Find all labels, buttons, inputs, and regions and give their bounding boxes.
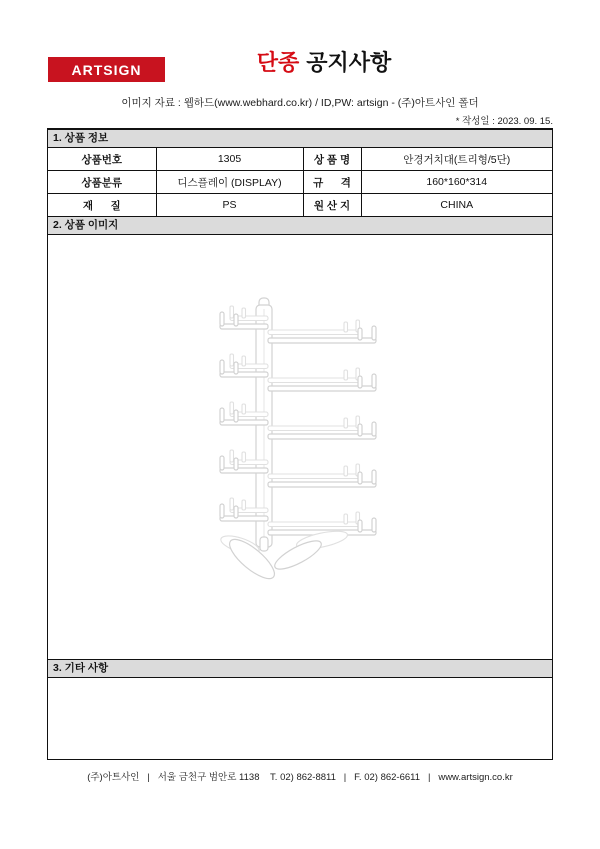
value-product-number: 1305 [156,148,303,171]
product-image-box [48,235,552,660]
label-product-origin: 원 산 지 [303,194,361,217]
table-row [48,194,552,217]
tier-2 [220,354,376,391]
title-discontinued-word: 단종 [256,50,300,75]
section-1-header: 1. 상품 정보 [48,130,552,148]
tier-3 [220,402,376,439]
tier-5 [220,498,376,535]
value-product-name: 안경거치대(트리형/5단) [361,148,552,171]
label-product-number: 상품번호 [48,148,156,171]
written-date: * 작성일 : 2023. 09. 15. [455,116,553,127]
value-product-material: PS [156,194,303,217]
title-notice-word: 공지사항 [306,50,392,75]
table-row [48,148,552,171]
label-product-material: 재 질 [48,194,156,217]
label-product-category: 상품분류 [48,171,156,194]
image-source-note: 이미지 자료 : 웹하드(www.webhard.co.kr) / ID,PW: artsign - (주)아트사인 폴더 [121,97,479,109]
tier-1 [220,306,376,343]
base-feet [219,528,349,585]
footer-contact: (주)아트사인 | 서울 금천구 범안로 1138 T. 02) 862-8811 | F. 02) 862-6611 | www.artsign.co.kr [87,772,513,783]
product-info-table [48,148,552,217]
etc-content-box [48,678,552,759]
table-row [48,171,552,194]
document-sheet [47,128,553,760]
section-3-header: 3. 기타 사항 [48,660,552,678]
product-image [210,297,390,587]
artsign-logo: ARTSIGN [48,57,165,82]
value-product-origin: CHINA [361,194,552,217]
label-product-name: 상 품 명 [303,148,361,171]
tier-4 [220,450,376,487]
label-product-size: 규 격 [303,171,361,194]
value-product-size: 160*160*314 [361,171,552,194]
value-product-category: 디스플레이 (DISPLAY) [156,171,303,194]
page-title [0,46,600,77]
section-2-header: 2. 상품 이미지 [48,217,552,235]
